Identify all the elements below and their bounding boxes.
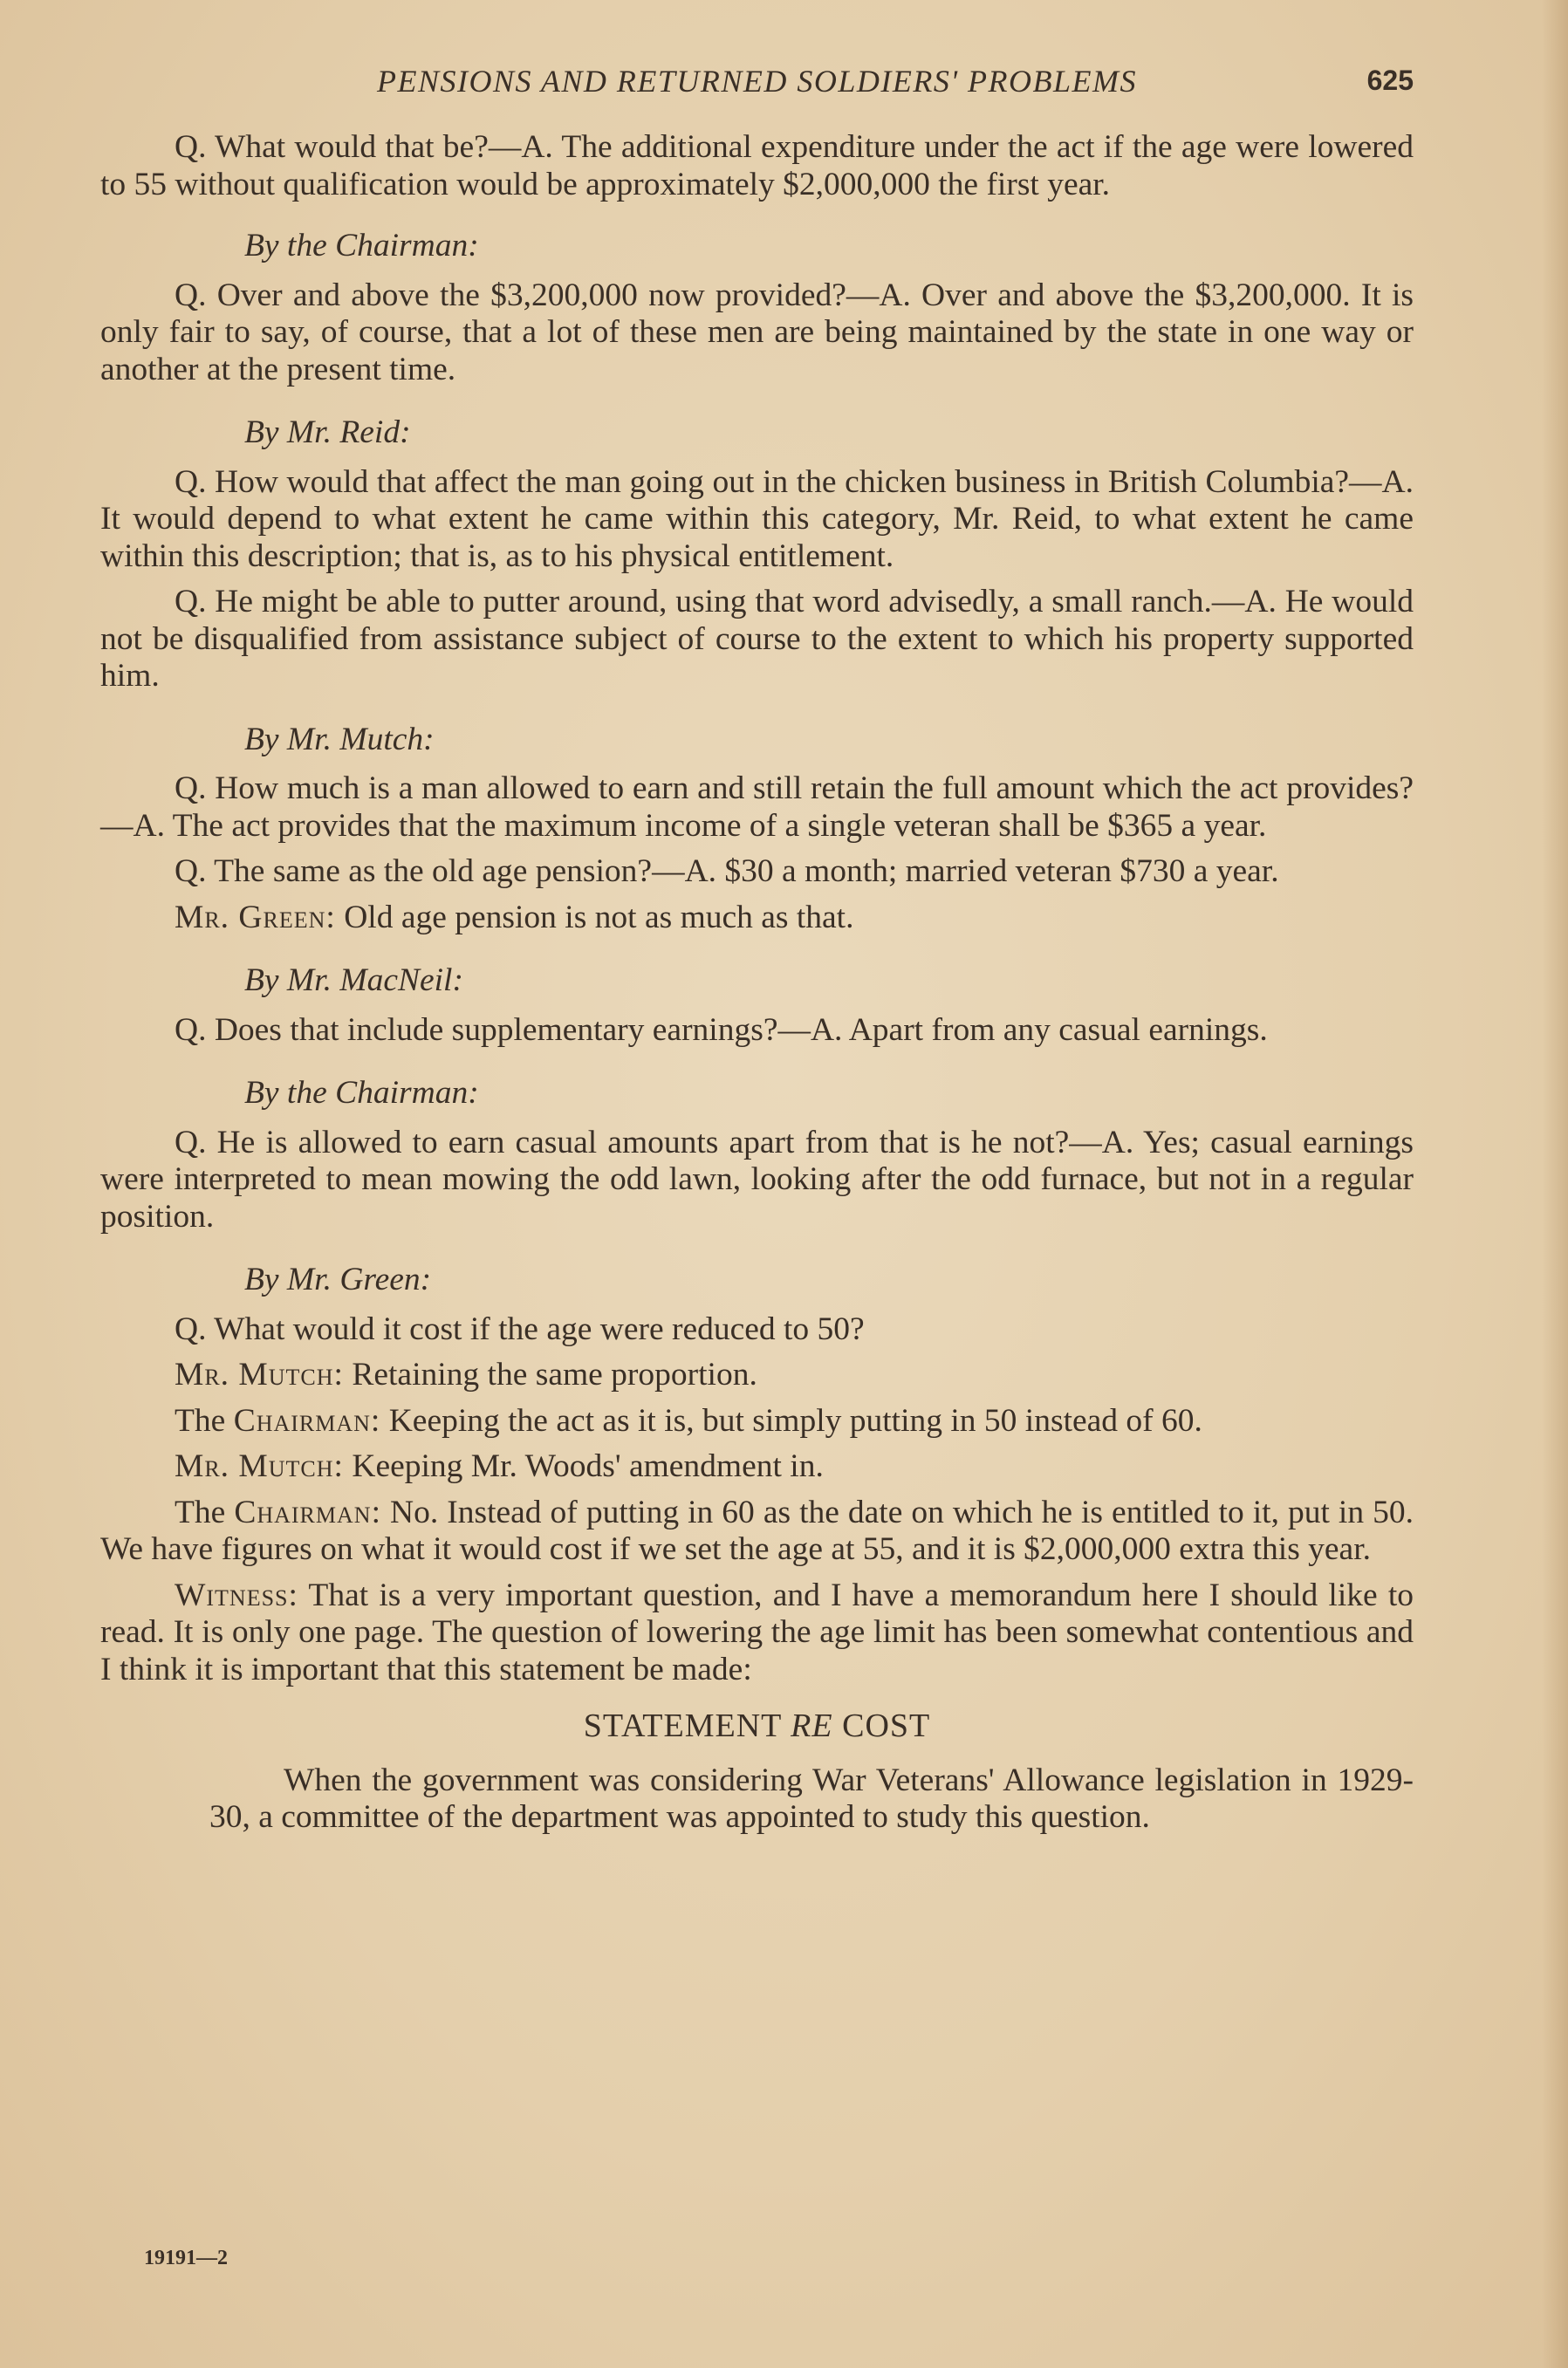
page-number: 625	[1366, 65, 1414, 96]
paragraph	[100, 1448, 1414, 1486]
paragraph-prefix: The	[175, 1494, 235, 1530]
speaker-heading: By the Chairman:	[244, 1075, 479, 1111]
speaker-name: Mr. Mutch:	[175, 1357, 344, 1393]
paragraph: Q. Over and above the $3,200,000 now provided?—A. Over and above the $3,200,000. It is only fair to say, of course, that a lot of these men are being maintained by the state in one way or another at the present time.	[100, 277, 1414, 387]
paragraph	[100, 1403, 1414, 1441]
paragraph	[100, 1495, 1414, 1569]
paragraph: Q. He might be able to putter around, using that word advisedly, a small ranch.—A. He would not be disqualified from assistance subject of course to the extent to which his property supported him.	[100, 584, 1414, 694]
speaker-name: Chairman:	[234, 1494, 381, 1530]
paragraph: Q. Does that include supplementary earnings?—A. Apart from any casual earnings.	[175, 1011, 1268, 1048]
paragraph-text: Retaining the same proportion.	[343, 1357, 757, 1393]
speaker-name: Chairman:	[233, 1402, 381, 1439]
paragraph	[100, 900, 1414, 937]
paragraph: Q. How much is a man allowed to earn and still retain the full amount which the act provides?—A. The act provides that the maximum income of a single veteran shall be $365 a year.	[100, 770, 1414, 844]
speaker-heading: By Mr. Reid:	[244, 414, 411, 450]
page-edge-shading	[1542, 0, 1568, 2368]
running-head: PENSIONS AND RETURNED SOLDIERS' PROBLEMS	[377, 64, 1137, 99]
paragraph-text: No. Instead of putting in 60 as the date on which he is entitled to it, put in 50. We have figures on what it would cost if we set the age at 55, and it is $2,000,000 extra this year.	[100, 1494, 1414, 1567]
printer-signature: 19191—2	[144, 2247, 228, 2269]
page-header	[100, 63, 1414, 106]
paragraph	[100, 1357, 1414, 1394]
body-text	[100, 129, 1414, 1837]
paragraph-text: Keeping the act as it is, but simply putting in 50 instead of 60.	[380, 1402, 1202, 1439]
paragraph: Q. The same as the old age pension?—A. $30 a month; married veteran $730 a year.	[175, 853, 1279, 889]
section-title	[100, 1708, 1414, 1745]
speaker-name: Mr. Mutch:	[175, 1448, 344, 1484]
paragraph-text: Keeping Mr. Woods' amendment in.	[343, 1448, 824, 1484]
speaker-heading: By Mr. Mutch:	[244, 721, 435, 757]
section-title-part: STATEMENT	[583, 1708, 791, 1744]
speaker-heading: By Mr. MacNeil:	[244, 962, 463, 998]
paragraph: Q. He is allowed to earn casual amounts apart from that is he not?—A. Yes; casual earnings were interpreted to mean mowing the odd lawn, looking after the odd furnace, but not in a regular position.	[100, 1124, 1414, 1235]
speaker-heading: By Mr. Green:	[244, 1262, 432, 1297]
paragraph-prefix: The	[175, 1402, 234, 1439]
paragraph: Q. What would that be?—A. The additional expenditure under the act if the age were lowered to 55 without qualification would be approximately $2,000,000 the first year.	[100, 129, 1414, 202]
statement-text: When the government was considering War Veterans' Allowance legislation in 1929-30, a committee of the department was appointed to study this question.	[209, 1762, 1414, 1835]
paragraph-text: Old age pension is not as much as that.	[335, 899, 854, 935]
speaker-heading: By the Chairman:	[244, 228, 479, 263]
paragraph: Q. How would that affect the man going out in the chicken business in British Columbia?—A. It would depend to what extent he came within this category, Mr. Reid, to what extent he came within this description; that is, as to his physical entitlement.	[100, 463, 1414, 574]
speaker-name: Witness:	[175, 1577, 298, 1613]
speaker-name: Mr. Green:	[175, 899, 336, 935]
paragraph-text: That is a very important question, and I have a memorandum here I should like to read. It is only one page. The question of lowering the age limit has been somewhat contentious and I think it is important that this statement be made:	[100, 1577, 1414, 1687]
section-title-re: RE	[791, 1708, 833, 1744]
paragraph: Q. What would it cost if the age were reduced to 50?	[175, 1311, 865, 1347]
section-title-part: COST	[832, 1708, 931, 1744]
paragraph	[100, 1578, 1414, 1689]
